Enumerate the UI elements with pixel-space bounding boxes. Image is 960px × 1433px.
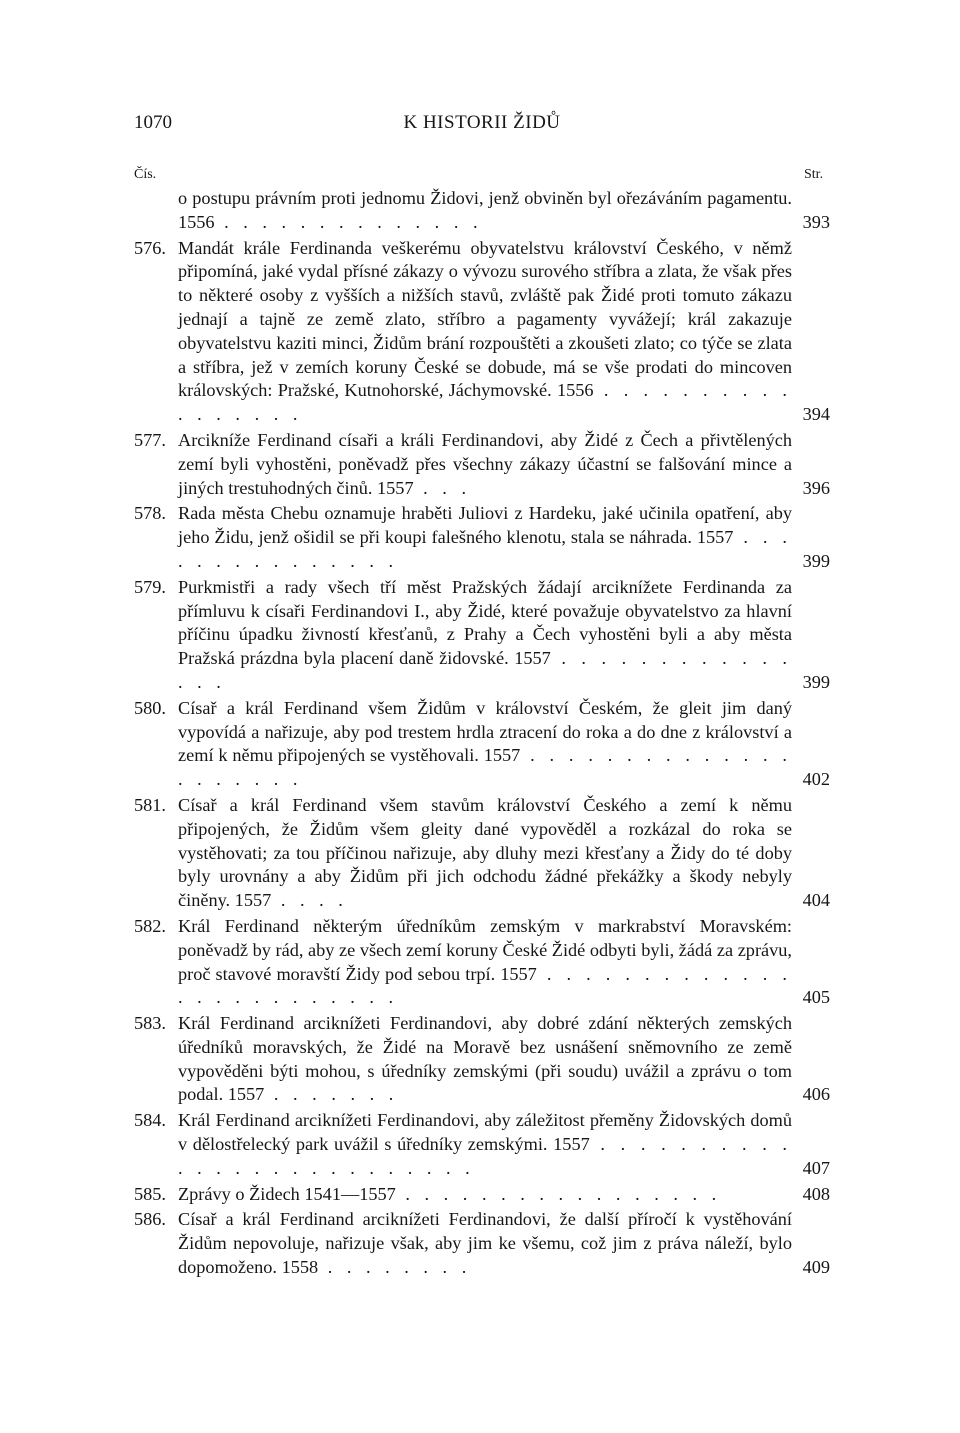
entry-text: Císař a král Ferdinand všem stavům království Českého a zemí k němu připojených, že Židům všem gleity dané vypověděl a rozkázal do roka se vystěhovati; za tou příčinou nařizuje, aby dluhy mezi křesťany a Židy do té doby byly urovnány a aby Židům při jich odchodu žádné překážky a škody nebyly činěny. 1557	[178, 794, 792, 911]
entry-number: 578.	[134, 503, 166, 524]
entry-page: 406	[802, 1084, 830, 1105]
entry-number: 583.	[134, 1013, 166, 1034]
list-item	[134, 1109, 830, 1180]
leader-dots: . . . . . . .	[264, 1084, 399, 1105]
leader-dots: . . . . . . . . . . . . . .	[214, 211, 483, 232]
entry-page: 409	[802, 1257, 830, 1278]
leader-dots: . . . . . . . .	[318, 1257, 472, 1278]
entry-text: Král Ferdinand arciknížeti Ferdinandovi, aby záležitost přeměny Židovských domů v dělostřelecký park uvážil s úředníky zemskými. 1557	[178, 1110, 792, 1155]
entry-page: 408	[802, 1183, 830, 1204]
entry-text: o postupu právním proti jednomu Židovi, jenž obviněn byl ořezáváním pagamentu. 1556	[178, 188, 792, 232]
entry-text: Král Ferdinand arciknížeti Ferdinandovi, aby dobré zdání některých zemských úředníků moravských, že Židé na Moravě bez usnášení sněmovního ze země vypověděni býti mohou, s úředníky zemskými (při soudu) uvážil a zprávu o tom podal. 1557	[178, 1013, 792, 1105]
entry-page: 394	[802, 404, 830, 425]
leader-dots: . . . . . . . . . . . . . . .	[178, 527, 793, 571]
list-item	[134, 794, 830, 913]
entry-page: 396	[802, 477, 830, 498]
leader-dots: . . . . . . . . . . . . . . . . . . . . .	[178, 745, 793, 790]
entry-number: 580.	[134, 697, 166, 718]
entry-page: 399	[802, 671, 830, 692]
list-item	[134, 429, 830, 500]
entry-page: 402	[802, 769, 830, 790]
entry-number: 581.	[134, 794, 166, 815]
running-title: K HISTORII ŽIDŮ	[403, 112, 561, 133]
leader-dots: . . . . . . . . . . . . . . . . .	[395, 1183, 722, 1204]
entry-text: Král Ferdinand některým úředníkům zemským v markrabství Moravském: poněvadž by rád, aby ze všech zemí koruny České Židé odbyti byli, žádá za zprávu, proč stavové moravští Židy pod sebou trpí. 1557	[178, 915, 792, 984]
entry-text: Arcikníže Ferdinand císaři a králi Ferdinandovi, aby Židé z Čech a přivtělených zemí byli vyhostěni, poněvadž přes všechny zákazy účastní se falšování mince a jiných trestuhodných činů. 1557	[178, 429, 792, 498]
column-header-page: Str.	[804, 167, 824, 182]
list-item	[134, 1183, 830, 1207]
list-item	[134, 237, 830, 427]
leader-dots: . . . . . . . . . . . . . . .	[178, 648, 792, 692]
leader-dots: . . .	[413, 477, 472, 498]
list-item	[134, 697, 830, 792]
entry-number: 585.	[134, 1183, 166, 1204]
entry-text: Císař a král Ferdinand všem Židům v království Českém, že gleit jim daný vypovídá a nařizuje, aby pod trestem hrdla ztracení do roka a do dne z království a zemí k němu připojených se vystěhovali. 1557	[178, 697, 792, 766]
entry-list	[134, 187, 830, 1282]
list-item	[134, 576, 830, 695]
entry-text: Purkmistři a rady všech tří měst Pražských žádají arciknížete Ferdinanda za přímluvu k císaři Ferdinandovi I., aby Židé, které považuje obyvatelstvo za hlavní příčinu úpadku živností křesťanů, z Prahy a Čech vyhostěni byli a aby města Pražská prázdna byla placení daně židovské. 1557	[178, 576, 792, 669]
entry-text: Zprávy o Židech 1541—1557	[178, 1183, 396, 1204]
entry-number: 577.	[134, 429, 166, 450]
entry-text: Mandát krále Ferdinanda veškerému obyvatelstvu království Českého, v němž připomíná, jaké vydal přísné zákazy o vývozu surového stříbra a zlata, že však přes to některé osoby z vyšších a nižších stavů, zvláště pak Židé proti tomuto zákazu jednají a tajně ze země zlato, stříbro a pagamenty vyvážejí; král zakazuje obyvatelstvu kaziti minci, Židům brání rozpouštěti a zkoušeti zlato; co týče se zlata a stříbra, jež v zemích koruny České se dobude, má se vše prodati do mincoven královských: Pražské, Kutnohorské, Jáchymovské. 1556	[178, 237, 792, 401]
column-header-number: Čís.	[134, 167, 157, 182]
list-item	[134, 915, 830, 1010]
leader-dots: . . . .	[271, 890, 348, 911]
entry-number: 576.	[134, 237, 166, 258]
entry-number: 586.	[134, 1209, 166, 1230]
entry-text: Císař a král Ferdinand arciknížeti Ferdinandovi, že další příročí k vystěhování Židům nepovoluje, nařizuje však, aby jim ke všemu, což jim z práva náleží, bylo dopomoženo. 1558	[178, 1209, 792, 1278]
list-item	[134, 1208, 830, 1279]
entry-number: 579.	[134, 576, 166, 597]
entry-page: 393	[802, 211, 830, 232]
list-item	[134, 502, 830, 573]
leader-dots: . . . . . . . . . . . . . . . . . . . . . . . . .	[178, 963, 792, 1008]
running-header	[134, 112, 830, 142]
entry-page: 405	[802, 987, 830, 1008]
leader-dots: . . . . . . . . . . . . . . . . .	[178, 380, 792, 425]
entry-text: Rada města Chebu oznamuje hraběti Juliovi z Hardeku, jaké učinila opatření, aby jeho Židu, jenž ošidil se při koupi falešného klenotu, stala se náhrada. 1557	[178, 503, 792, 548]
list-item	[134, 1012, 830, 1107]
entry-page: 407	[802, 1157, 830, 1178]
entry-page: 399	[802, 550, 830, 571]
leader-dots: . . . . . . . . . . . . . . . . . . . . . . . . . .	[178, 1134, 793, 1178]
entry-page: 404	[802, 890, 830, 911]
entry-number: 584.	[134, 1110, 166, 1131]
page-number: 1070	[134, 112, 172, 133]
entry-number: 582.	[134, 915, 166, 936]
list-item	[134, 187, 830, 235]
